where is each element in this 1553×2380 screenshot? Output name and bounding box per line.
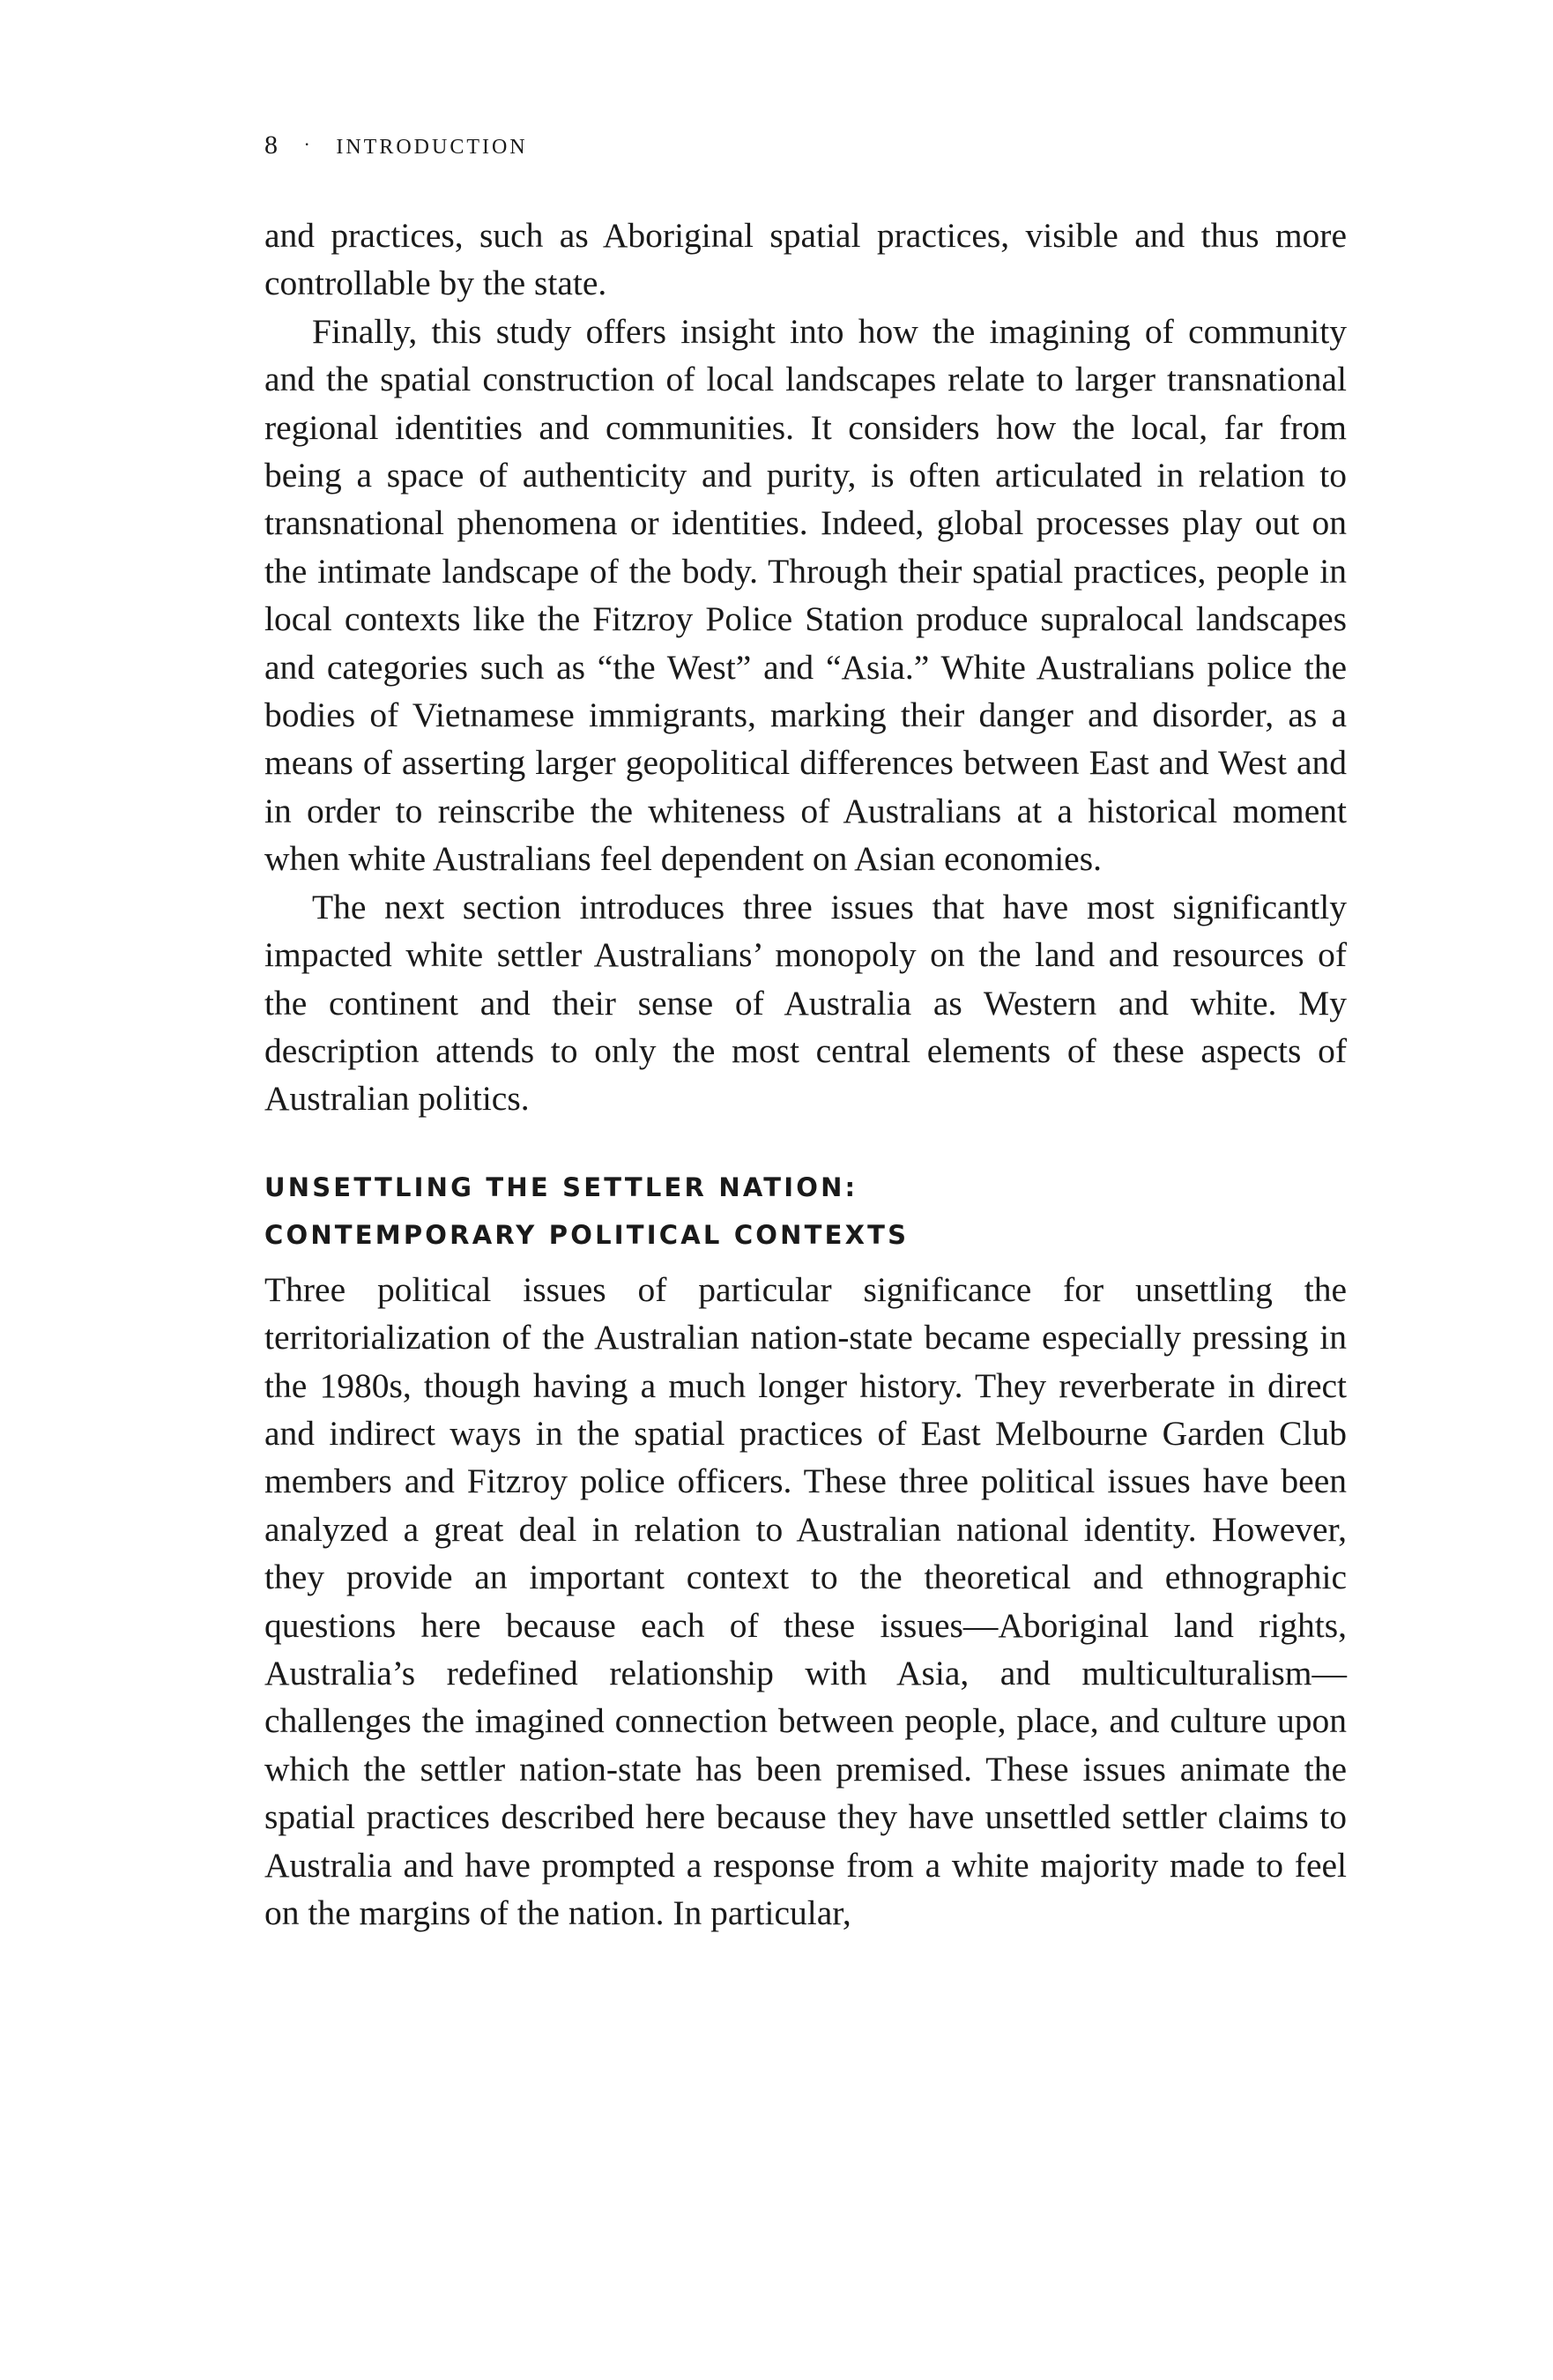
running-head-title: INTRODUCTION (336, 136, 528, 159)
body-text (264, 212, 1347, 1937)
paragraph-three-political-issues: Three political issues of particular significance for unsettling the territorialization of the Australian nation-state became especially pressing in the 1980s, though having a much longer history. They reverberate in direct and indirect ways in the spatial practices of East Melbourne Garden Club members and Fitzroy police officers. These three political issues have been analyzed a great deal in relation to Australian national identity. However, they provide an important context to the theoretical and ethnographic questions here because each of these issues—Aboriginal land rights, Australia’s redefined relationship with Asia, and multiculturalism—challenges the imagined connection between people, place, and culture upon which the settler nation-state has been premised. These issues animate the spatial practices described here because they have unsettled settler claims to Australia and have prompted a response from a white majority made to feel on the margins of the nation. In particular, (264, 1269, 1347, 1932)
section-heading-line-2: CONTEMPORARY POLITICAL CONTEXTS (264, 1219, 910, 1250)
section-heading (264, 1164, 1347, 1259)
paragraph-continued: and practices, such as Aboriginal spatial practices, visible and thus more controllable by the state. (264, 216, 1347, 303)
paragraph-finally: Finally, this study offers insight into how the imagining of community and the spatial construction of local landscapes relate to larger transnational regional identities and communities. It considers how the local, far from being a space of authenticity and purity, is often articulated in relation to transnational phenomena or identities. Indeed, global processes play out on the intimate landscape of the body. Through their spatial practices, people in local contexts like the Fitzroy Police Station produce supralocal landscapes and categories such as “the West” and “Asia.” White Australians police the bodies of Vietnamese immigrants, marking their danger and disorder, as a means of asserting larger geopolitical differences between East and West and in order to reinscribe the whiteness of Australians at a historical moment when white Australians feel dependent on Asian economies. (264, 311, 1347, 879)
running-head (264, 130, 528, 160)
section-heading-line-1: UNSETTLING THE SETTLER NATION: (264, 1171, 858, 1202)
page-number: 8 (264, 130, 279, 160)
running-head-separator: · (303, 133, 312, 155)
paragraph-next-section: The next section introduces three issues that have most significantly impacted white settler Australians’ monopoly on the land and resources of the continent and their sense of Australia as Western and white. My description attends to only the most central elements of these aspects of Australian politics. (264, 887, 1347, 1119)
